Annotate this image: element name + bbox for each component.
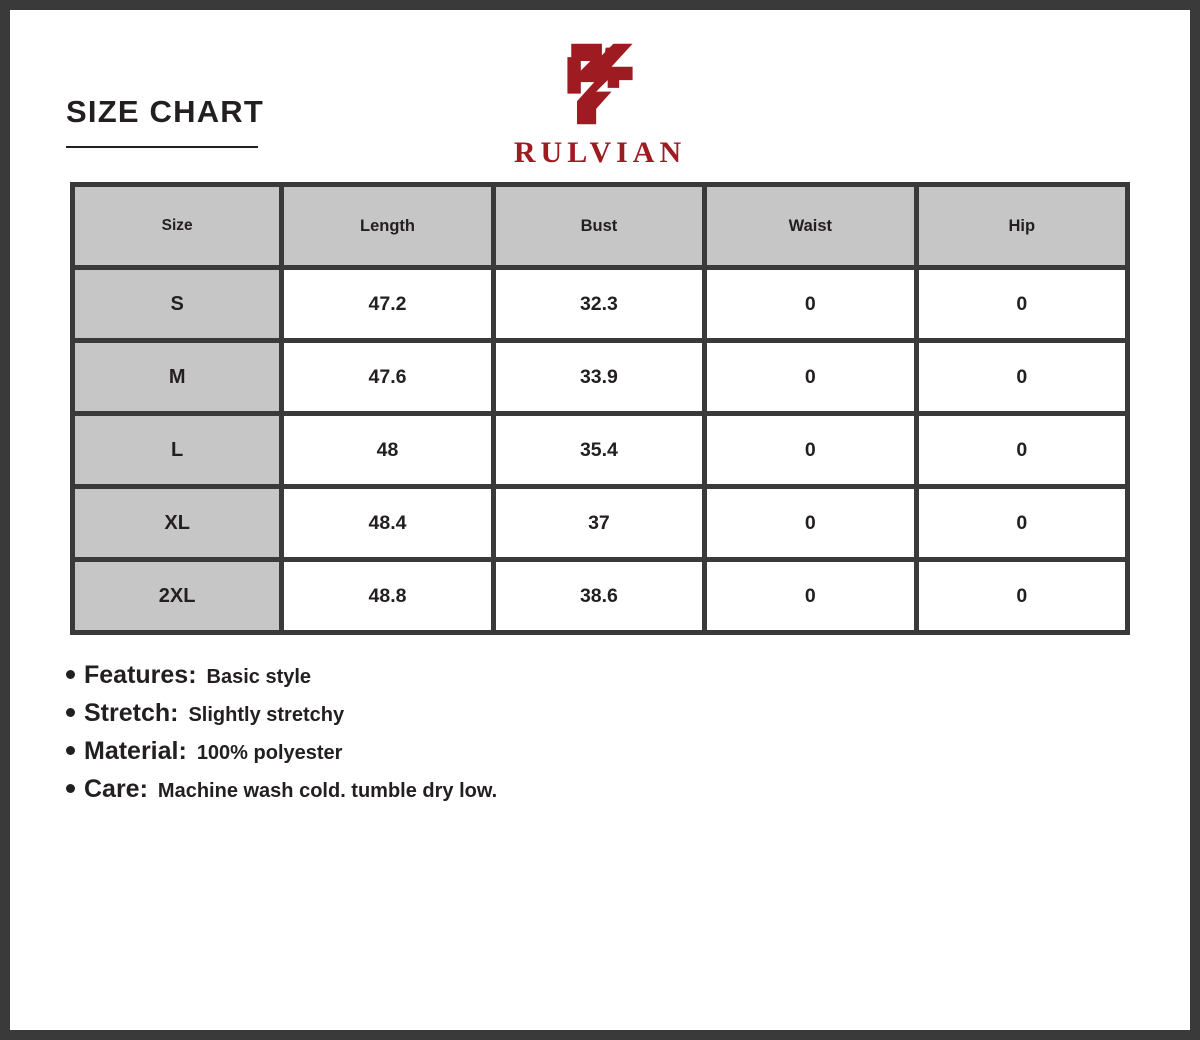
column-header-waist: Waist [707,187,913,265]
column-header-size: Size [75,187,279,265]
note-item [66,699,1186,728]
header [14,14,1186,174]
cell-bust: 33.9 [496,343,702,411]
note-item [66,661,1186,690]
cell-length: 48 [284,416,490,484]
size-table [70,182,1130,635]
cell-size: XL [75,489,279,557]
cell-bust: 35.4 [496,416,702,484]
cell-hip: 0 [919,270,1125,338]
cell-waist: 0 [707,416,913,484]
note-item [66,775,1186,804]
cell-length: 48.4 [284,489,490,557]
cell-length: 47.2 [284,270,490,338]
bullet-icon [66,708,75,717]
cell-hip: 0 [919,489,1125,557]
note-label: Care: [84,775,148,803]
note-value: 100% polyester [196,742,343,764]
cell-hip: 0 [919,343,1125,411]
cell-length: 48.8 [284,562,490,630]
table-row [75,416,1125,484]
note-item [66,737,1186,766]
column-header-hip: Hip [919,187,1125,265]
cell-waist: 0 [707,270,913,338]
cell-waist: 0 [707,562,913,630]
cell-size: L [75,416,279,484]
rulvian-r-monogram-icon [552,38,648,130]
bullet-icon [66,784,75,793]
page-title: SIZE CHART [66,94,264,129]
note-label: Features: [84,661,197,689]
brand-lockup [14,38,1186,170]
brand-name: RULVIAN [513,136,687,169]
table-header-row [75,187,1125,265]
bullet-icon [66,746,75,755]
note-label: Material: [84,737,187,765]
cell-hip: 0 [919,416,1125,484]
note-value: Basic style [206,666,312,688]
size-chart-sheet [10,10,1190,1030]
table-row [75,343,1125,411]
column-header-length: Length [284,187,490,265]
note-label: Stretch: [84,699,179,727]
cell-length: 47.6 [284,343,490,411]
note-value: Slightly stretchy [188,704,345,726]
cell-size: S [75,270,279,338]
note-value: Machine wash cold. tumble dry low. [157,780,498,802]
table-row [75,489,1125,557]
cell-size: 2XL [75,562,279,630]
cell-bust: 37 [496,489,702,557]
bullet-icon [66,670,75,679]
cell-bust: 32.3 [496,270,702,338]
product-notes [66,661,1186,804]
cell-hip: 0 [919,562,1125,630]
cell-bust: 38.6 [496,562,702,630]
cell-size: M [75,343,279,411]
cell-waist: 0 [707,489,913,557]
table-row [75,562,1125,630]
table-row [75,270,1125,338]
column-header-bust: Bust [496,187,702,265]
size-table-container [70,182,1130,635]
cell-waist: 0 [707,343,913,411]
